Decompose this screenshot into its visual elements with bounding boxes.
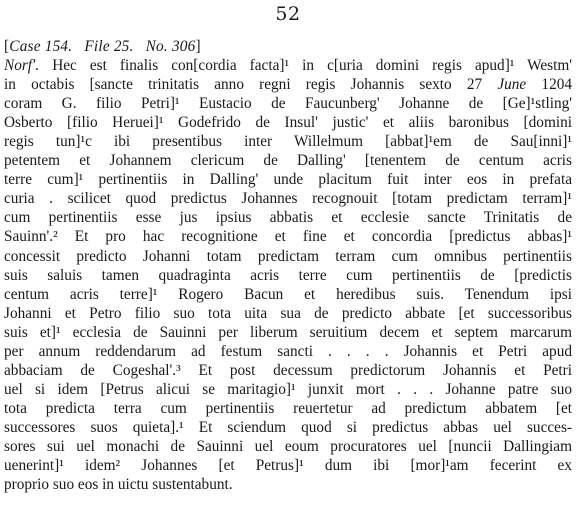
text-line: sores sui uel monachi de Sauinni uel eoum procuratores uel [nuncii Dallingiam [4,437,572,455]
text-line: petentem et Johannem clericum de Dalling' [tenentem de centum acris [4,152,572,170]
county-label: Norf'. [4,57,40,75]
text-line: uel si idem [Petrus alicui se maritagio]¹ junxit mort . . . Johanne patre suo [4,380,572,398]
text-line: terre cum]¹ pertinentiis in Dalling' unde placitum fuit inter eos in prefata [4,171,572,189]
text-line: tota predicta terra cum pertinentiis reuertetur ad predictum abbatem [et [4,399,572,417]
document-text-block [4,37,572,494]
text-line: abbaciam de Cogeshal'.³ Et post decessum predictorum Johannis et Petri [4,361,572,379]
page-number: 52 [275,3,301,25]
text-line: proprio suo eos in uictu sustentabunt. [4,476,233,494]
date-year: 1204 [541,76,573,94]
date-month: June [497,76,527,94]
no-label: No. 306 [145,38,196,55]
text-line-segment: Hec est finalis con[cordia facta]¹ in c[uria domini regis apud]¹ Westm' [52,57,573,75]
text-line: concessit predicto Johanni totam predictam terram cum omnibus pertinentiis [4,247,572,265]
text-line: Osberto [filio Heruei]¹ Godefrido de Insul' justic' et aliis baronibus [domini [4,114,572,132]
case-label: Case 154. [9,38,73,55]
text-line: per annum reddendarum ad festum sancti . . . . Johannis et Petri apud [4,342,572,360]
text-line: cum pertinentiis esse jus ipsius abbatis et ecclesie sancte Trinitatis de [4,209,572,227]
text-line: centum acris terre]¹ Rogero Bacun et heredibus suis. Tenendum ipsi [4,285,572,303]
text-line: curia . scilicet quod predictus Johannes recognouit [totam predictam terram]¹ [4,190,572,208]
text-line: Sauinn'.² Et pro hac recognitione et fine et concordia [predictus abbas]¹ [4,228,572,246]
text-line [4,56,572,75]
text-line: successores suos quieta].¹ Et sciendum quod si predictus abbas uel succes- [4,418,572,436]
text-line [4,75,572,94]
text-line: coram G. filio Petri]¹ Eustacio de Faucunberg' Johanne de [Ge]¹stling' [4,95,572,113]
text-line: uenerint]¹ idem² Johannes [et Petrus]¹ dum ibi [mor]¹am fecerint ex [4,457,572,475]
text-line-segment: in octabis [sancte trinitatis anno regni regis Johannis sexto 27 [4,76,483,94]
case-reference-line: [Case 154. File 25. No. 306] [4,38,201,55]
text-line: suis et]¹ ecclesia de Sauinni per liberum seruitium decem et septem marcarum [4,323,572,341]
file-label: File 25. [84,38,134,55]
text-line: suis saluis tamen quadraginta acris terre cum pertinentiis de [predictis [4,266,572,284]
text-line: Johanni et Petro filio suo tota uita sua de predicto abbate [et successoribus [4,304,572,322]
text-line: regis tun]¹c ibi presentibus inter Willelmum [abbat]¹em de Sau[inni]¹ [4,133,572,151]
